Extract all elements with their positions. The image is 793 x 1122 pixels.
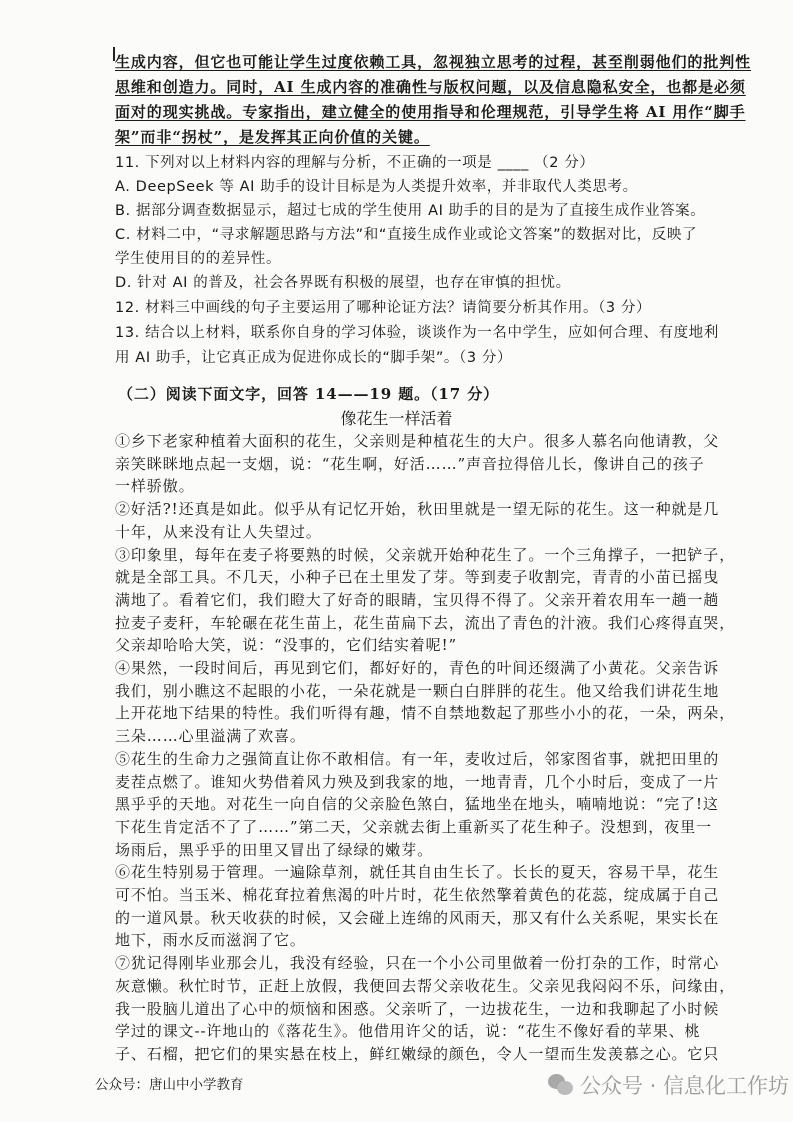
text-line: 子、石榴，把它们的果实悬在枝上，鲜红嫩绿的颜色，令人一望而生发羡慕之心。它只 (115, 1044, 720, 1063)
text-line: 三朵……心里溢满了欢喜。 (115, 727, 306, 746)
text-line: ⑥花生特别易于管理。一遍除草剂，就任其自由生长了。长长的夏天，容易干旱，花生 (115, 863, 720, 882)
text-line: 下花生肯定活不了了……”第二天，父亲就去街上重新买了花生种子。没想到，夜里一 (115, 817, 712, 836)
text-line: 亲笑眯眯地点起一支烟，说：“花生啊，好活……”声音拉得倍儿长，像讲自己的孩子 (115, 454, 705, 473)
text-line: 生成内容，但它也可能让学生过度依赖工具，忽视独立思考的过程，甚至削弱他们的批判性 (115, 53, 752, 71)
text-line: 上开花地下结果的特性。我们听得有趣，情不自禁地数起了那些小小的花，一朵，两朵， (115, 704, 736, 723)
question-line: A. DeepSeek 等 AI 助手的设计目标是为人类提升效率，并非取代人类思考。 (115, 179, 638, 195)
text-line: 学过的课文--许地山的《落花生》。他借用许父的话，说：“花生不像好看的苹果、桃 (115, 1022, 701, 1041)
wechat-icon (548, 1074, 574, 1096)
section-header: （二）阅读下面文字，回答 14——19 题。（17 分） (118, 385, 499, 403)
question-line: 学生使用目的的差异性。 (115, 251, 282, 267)
text-line: 的一道风景。秋天收获的时候，又会碰上连绵的风雨天，那又有什么关系呢，果实长在 (115, 908, 720, 927)
text-line: 思维和创造力。同时，AI 生成内容的准确性与版权问题，以及信息隐私安全，也都是必须 (115, 78, 746, 96)
footer-source: 公众号：唐山中小学教育 (95, 1077, 244, 1093)
question-line: 11. 下列对以上材料内容的理解与分析，不正确的一项是 ____ （2 分） (115, 155, 595, 171)
text-line: 十年，从来没有让人失望过。 (115, 522, 322, 541)
text-line: 我一股脑儿道出了心中的烦恼和困惑。父亲听了，一边拔花生，一边和我聊起了小时候 (115, 999, 720, 1018)
text-line: 就是全部工具。不几天，小种子已在土里发了芽。等到麦子收割完，青青的小苗已摇曳 (115, 568, 720, 587)
text-line: 面对的现实挑战。专家指出，建立健全的使用指导和伦理规范，引导学生将 AI 用作“脚手 (115, 103, 746, 121)
text-line: 麦茬点燃了。谁知火势借着风力殃及到我家的地，一地青青，几个小时后，变成了一片 (115, 772, 720, 791)
text-line: 拉麦子麦秆，车轮碾在花生苗上，花生苗扁下去，流出了青色的汁液。我们心疼得直哭， (115, 613, 736, 632)
question-line: 用 AI 助手，让它真正成为促进你成长的“脚手架”。（3 分） (115, 350, 513, 366)
text-line: 满地了。看着它们，我们瞪大了好奇的眼睛，宝贝得不得了。父亲开着农用车一趟一趟 (115, 590, 720, 609)
text-line: ③印象里，每年在麦子将要熟的时候，父亲就开始种花生了。一个三角撑子，一把铲子， (115, 545, 736, 564)
watermark-text: 公众号 · 信息化工作坊 (580, 1074, 790, 1098)
text-line: 架”而非“拐杖”，是发挥其正向价值的关键。 (115, 128, 430, 146)
text-line: 地下，雨水反而滋润了它。 (115, 931, 306, 950)
text-line: 我们，别小瞧这不起眼的小花，一朵花就是一颗白白胖胖的花生。他又给我们讲花生地 (115, 681, 720, 700)
text-line: 黑乎乎的天地。对花生一向自信的父亲脸色煞白，猛地坐在地头，喃喃地说：“完了!这 (115, 795, 719, 814)
text-line: ①乡下老家种植着大面积的花生，父亲则是种植花生的大户。很多人慕名向他请教，父 (115, 432, 720, 450)
text-line: 可不怕。当玉米、棉花耷拉着焦渴的叶片时，花生依然擎着黄色的花蕊，绽成属于自己 (115, 886, 720, 904)
question-line: C. 材料二中，“寻求解题思路与方法”和“直接生成作业或论文答案”的数据对比，反映了 (115, 227, 698, 243)
text-line: ②好活?!还真是如此。似乎从有记忆开始，秋田里就是一望无际的花生。这一种就是几 (115, 500, 720, 519)
text-line: ④果然，一段时间后，再见到它们，都好好的，青色的叶间还缀满了小黄花。父亲告诉 (115, 659, 720, 677)
text-line: ⑤花生的生命力之强简直让你不敢相信。有一年，麦收过后，邻家图省事，就把田里的 (115, 749, 720, 768)
question-line: 13. 结合以上材料，联系你自身的学习体验，谈谈作为一名中学生，应如何合理、有度地利 (115, 325, 719, 341)
question-line: 12. 材料三中画线的句子主要运用了哪种论证方法？请简要分析其作用。（3 分） (115, 300, 652, 316)
text-line: 灰意懒。秋忙时节，正赶上放假，我便回去帮父亲收花生。父亲见我闷闷不乐，问缘由， (115, 976, 736, 995)
text-line: 场雨后，黑乎乎的田里又冒出了绿绿的嫩芽。 (115, 840, 434, 859)
watermark (548, 1070, 789, 1100)
text-line: ⑦犹记得刚毕业那会儿，我没有经验，只在一个小公司里做着一份打杂的工作，时常心 (115, 954, 720, 973)
article-title: 像花生一样活着 (340, 409, 453, 428)
question-line: B. 据部分调查数据显示，超过七成的学生使用 AI 助手的目的是为了直接生成作业答案。 (115, 203, 706, 219)
text-line: 一样骄傲。 (115, 477, 195, 496)
text-line: 父亲却哈哈大笑，说：“没事的，它们结实着呢!” (115, 636, 458, 655)
question-line: D. 针对 AI 的普及，社会各界既有积极的展望，也存在审慎的担忧。 (115, 275, 571, 291)
